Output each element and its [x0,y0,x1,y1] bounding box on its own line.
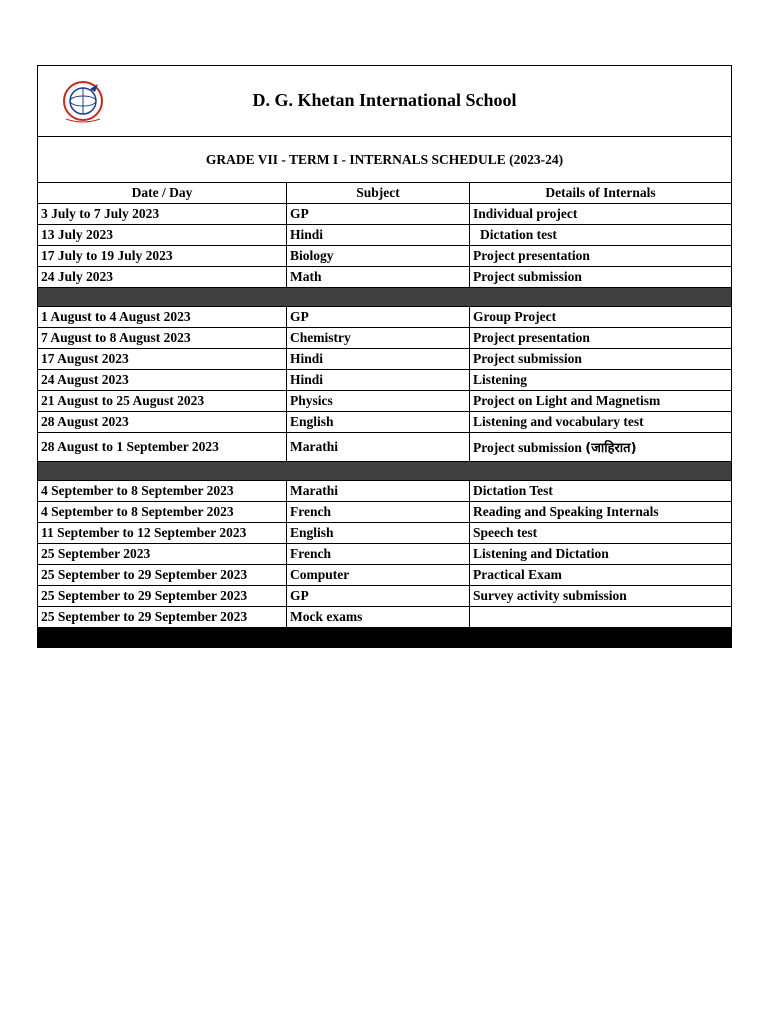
details-cell: Dictation test [470,225,732,246]
subject-cell: Math [287,267,470,288]
subject-cell: Physics [287,391,470,412]
separator-bar [38,288,732,307]
subject-cell: French [287,502,470,523]
details-cell: Survey activity submission [470,586,732,607]
details-cell: Listening and Dictation [470,544,732,565]
details-cell: Listening [470,370,732,391]
end-bar [38,628,732,648]
details-cell: Group Project [470,307,732,328]
details-cell: Project submission [470,349,732,370]
table-row [38,370,732,391]
date-cell: 24 July 2023 [38,267,287,288]
details-cell: Reading and Speaking Internals [470,502,732,523]
column-header-details: Details of Internals [470,183,732,204]
details-cell: Practical Exam [470,565,732,586]
subject-cell: English [287,412,470,433]
table-row [38,565,732,586]
date-cell: 28 August 2023 [38,412,287,433]
table-row [38,391,732,412]
table-row [38,586,732,607]
date-cell: 13 July 2023 [38,225,287,246]
date-cell: 25 September 2023 [38,544,287,565]
title-row [38,137,732,183]
table-row [38,246,732,267]
table-row [38,607,732,628]
subject-cell: Marathi [287,481,470,502]
subject-cell: Computer [287,565,470,586]
subject-cell: English [287,523,470,544]
date-cell: 24 August 2023 [38,370,287,391]
column-header-subject: Subject [287,183,470,204]
table-row [38,204,732,225]
table-row [38,225,732,246]
end-bar-row [38,628,732,648]
subject-cell: French [287,544,470,565]
date-cell: 21 August to 25 August 2023 [38,391,287,412]
date-cell: 25 September to 29 September 2023 [38,565,287,586]
subject-cell: Marathi [287,433,470,462]
date-cell: 17 July to 19 July 2023 [38,246,287,267]
date-cell: 28 August to 1 September 2023 [38,433,287,462]
school-name: D. G. Khetan International School [252,90,517,110]
details-cell: Project presentation [470,246,732,267]
details-cell [470,607,732,628]
subject-cell: Hindi [287,225,470,246]
details-cell: Speech test [470,523,732,544]
date-cell: 3 July to 7 July 2023 [38,204,287,225]
details-cell: Project on Light and Magnetism [470,391,732,412]
month-separator [38,462,732,481]
date-cell: 11 September to 12 September 2023 [38,523,287,544]
table-row [38,481,732,502]
separator-bar [38,462,732,481]
table-row [38,544,732,565]
details-cell [470,433,732,462]
table-row [38,412,732,433]
table-row [38,307,732,328]
subject-cell: GP [287,204,470,225]
details-text: Project submission [473,440,582,455]
details-cell: Project submission [470,267,732,288]
details-cell: Individual project [470,204,732,225]
table-row [38,328,732,349]
date-cell: 25 September to 29 September 2023 [38,607,287,628]
subject-cell: Hindi [287,349,470,370]
date-cell: 17 August 2023 [38,349,287,370]
date-cell: 1 August to 4 August 2023 [38,307,287,328]
details-cell: Listening and vocabulary test [470,412,732,433]
table-row [38,349,732,370]
subject-cell: Biology [287,246,470,267]
column-header-date: Date / Day [38,183,287,204]
header-row [38,66,732,137]
details-cell: Dictation Test [470,481,732,502]
schedule-table [37,65,732,648]
month-separator [38,288,732,307]
subject-cell: Mock exams [287,607,470,628]
schedule-title: GRADE VII - TERM I - INTERNALS SCHEDULE (2023-24) [38,137,732,183]
subject-cell: GP [287,586,470,607]
schedule-sheet [37,65,731,648]
date-cell: 4 September to 8 September 2023 [38,481,287,502]
column-header-row [38,183,732,204]
date-cell: 4 September to 8 September 2023 [38,502,287,523]
table-row [38,502,732,523]
subject-cell: Chemistry [287,328,470,349]
details-cell: Project presentation [470,328,732,349]
date-cell: 25 September to 29 September 2023 [38,586,287,607]
subject-cell: GP [287,307,470,328]
header-cell [38,66,732,137]
date-cell: 7 August to 8 August 2023 [38,328,287,349]
details-devanagari-text: (जाहिरात) [585,441,637,456]
subject-cell: Hindi [287,370,470,391]
table-row [38,433,732,462]
table-row [38,267,732,288]
table-row [38,523,732,544]
